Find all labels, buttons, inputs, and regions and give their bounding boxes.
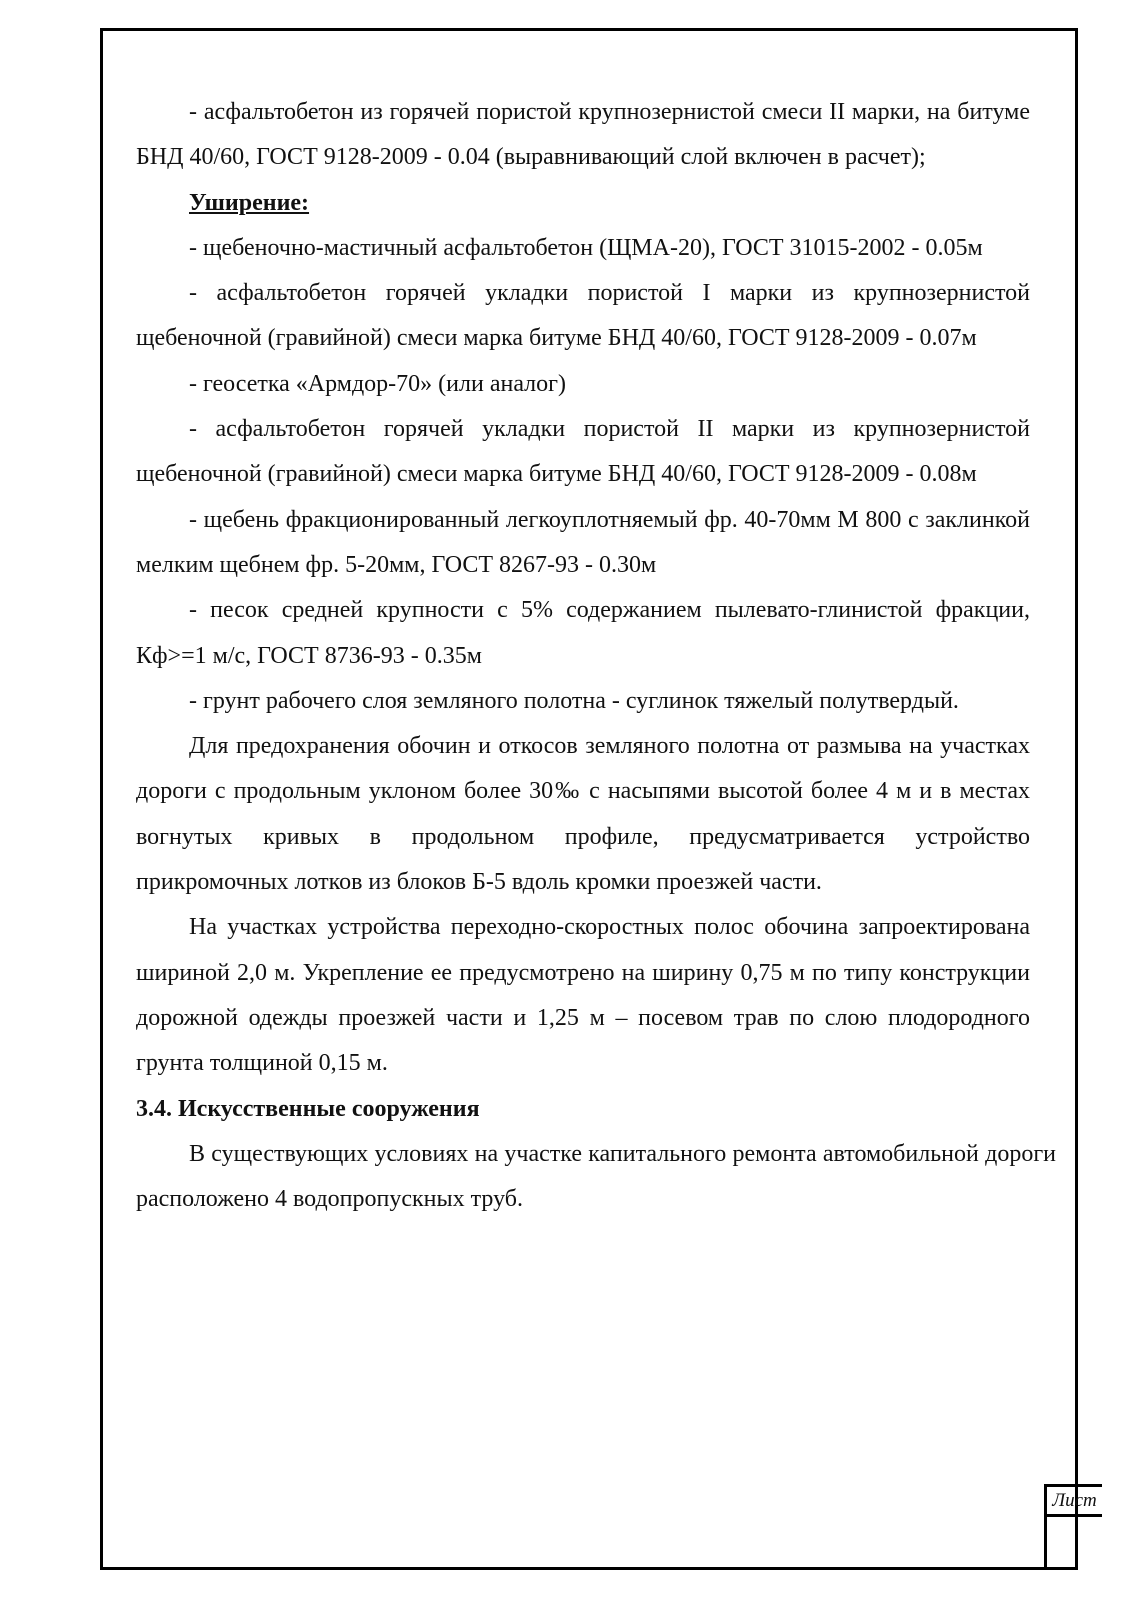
heading-widening-text: Уширение: [189,189,310,216]
paragraph-layer-sand: - песок средней крупности с 5% содержанием пылевато-глинистой фракции, Кф>=1 м/с, ГОСТ 8736-93 - 0.35м [136,597,1030,669]
section-title-structures: 3.4. Искусственные сооружения [136,1095,480,1122]
heading-widening [136,181,1030,226]
paragraph-shoulder-protection: Для предохранения обочин и откосов земляного полотна от размыва на участках дороги с продольным уклоном более 30‰ с насыпями высотой более 4 м и в местах вогнутых кривых в продольном профиле, предусматривается устройство прикромочных лотков из блоков Б-5 вдоль кромки проезжей части. [136,733,1030,896]
paragraph-culverts: В существующих условиях на участке капитального ремонта автомобильной дороги расположено 4 водопропускных труб. [136,1140,1056,1213]
paragraph-layer-geogrid: - геосетка «Армдор-70» (или аналог) [189,370,566,397]
paragraph-layer-1: - асфальтобетон из горячей пористой крупнозернистой смеси II марки, на битуме БНД 40/60, ГОСТ 9128-2009 - 0.04 (выравнивающий слой включен в расчет); [136,99,1030,171]
paragraph-acceleration-lanes: На участках устройства переходно-скоростных полос обочина запроектирована шириной 2,0 м. Укрепление ее предусмотрено на ширину 0,75 м по типу конструкции дорожной одежды проезжей части и 1,25 м – посевом трав по слою плодородного грунта толщиной 0,15 м. [136,914,1030,1077]
sheet-stamp-label: Лист [1047,1488,1102,1517]
paragraph-layer-gravel: - щебень фракционированный легкоуплотняемый фр. 40-70мм М 800 с заклинкой мелким щебнем фр. 5-20мм, ГОСТ 8267-93 - 0.30м [136,506,1030,578]
paragraph-layer-asphalt-ii: - асфальтобетон горячей укладки пористой II марки из крупнозернистой щебеночной (гравийной) смеси марка битуме БНД 40/60, ГОСТ 9128-2009 - 0.08м [136,416,1030,488]
paragraph-layer-soil: - грунт рабочего слоя земляного полотна - суглинок тяжелый полутвердый. [189,687,959,714]
document-body [136,90,1056,1222]
paragraph-layer-asphalt-i: - асфальтобетон горячей укладки пористой I марки из крупнозернистой щебеночной (гравийной) смеси марка битуме БНД 40/60, ГОСТ 9128-2009 - 0.07м [136,280,1030,352]
paragraph-layer-sma: - щебеночно-мастичный асфальтобетон (ЩМА-20), ГОСТ 31015-2002 - 0.05м [189,234,983,261]
